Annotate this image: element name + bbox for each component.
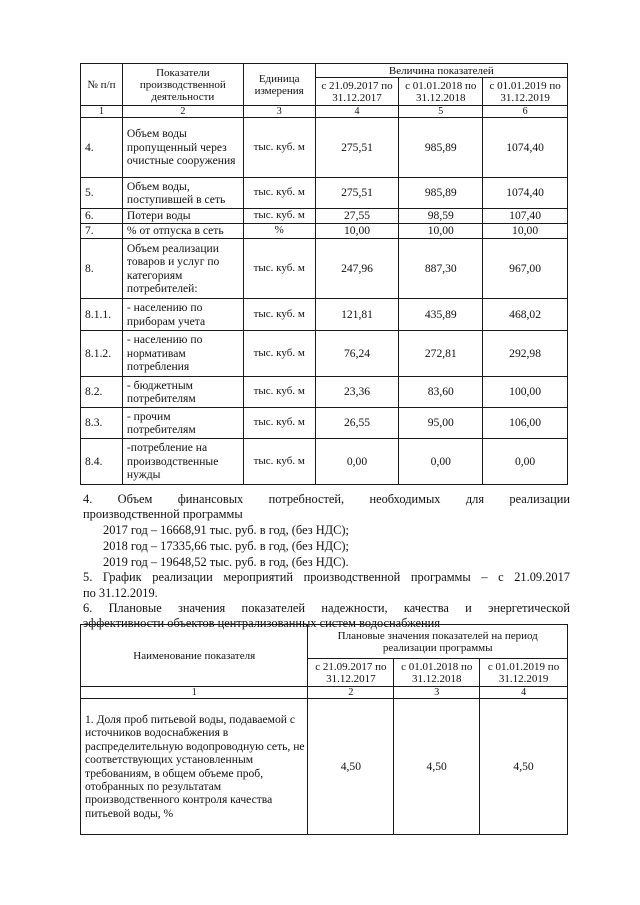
table-row: [81, 224, 568, 239]
row-name: Объем воды, поступившей в сеть: [122, 178, 243, 209]
column-number: 6: [483, 106, 568, 118]
column-number: 5: [399, 106, 483, 118]
row-name: -потребление на производственные нужды: [122, 439, 243, 485]
row-name: Объем реализации товаров и услуг по категориям потребителей:: [122, 239, 243, 299]
row-value-2019: 292,98: [483, 331, 568, 377]
table-row: [81, 299, 568, 331]
row-unit: тыс. куб. м: [243, 408, 315, 439]
row-value-2017: 26,55: [315, 408, 399, 439]
row-name: - прочим потребителям: [122, 408, 243, 439]
header-indicator-name: Наименование показателя: [81, 625, 308, 687]
row-value-2017: 275,51: [315, 178, 399, 209]
table-row: [81, 699, 568, 835]
header-period-2018: с 01.01.2018 по 31.12.2018: [399, 78, 483, 106]
row-value-2018: 83,60: [399, 377, 483, 408]
row-number: 8.3.: [81, 408, 123, 439]
row-unit: тыс. куб. м: [243, 331, 315, 377]
row-value-2019: 4,50: [480, 699, 568, 835]
row-name: % от отпуска в сеть: [122, 224, 243, 239]
row-name: - населению по нормативам потребления: [122, 331, 243, 377]
row-value-2017: 275,51: [315, 118, 399, 178]
row-number: 8.1.1.: [81, 299, 123, 331]
row-unit: тыс. куб. м: [243, 209, 315, 224]
row-value-2019: 100,00: [483, 377, 568, 408]
table-row: [81, 239, 568, 299]
column-number: 4: [315, 106, 399, 118]
row-number: 8.: [81, 239, 123, 299]
row-number: 4.: [81, 118, 123, 178]
table-row: [81, 408, 568, 439]
table1-header-row: [81, 64, 568, 78]
header-planned-values: Плановые значения показателей на период реализации программы: [308, 625, 568, 659]
row-number: 5.: [81, 178, 123, 209]
paragraph-6-line-1: 6. Плановые значения показателей надежности, качества и энергетической: [83, 601, 570, 615]
row-name: - населению по приборам учета: [122, 299, 243, 331]
row-name: 1. Доля проб питьевой воды, подаваемой с источников водоснабжения в распределительную водопроводную сеть, не соответствующих установленным требованиям, в общем объеме проб, отобранных по результатам производственного контроля качества питьевой воды, %: [81, 699, 308, 835]
header-name: Показатели производственной деятельности: [122, 64, 243, 106]
column-number: 3: [243, 106, 315, 118]
row-name: - бюджетным потребителям: [122, 377, 243, 408]
row-value-2017: 4,50: [308, 699, 394, 835]
row-value-2018: 0,00: [399, 439, 483, 485]
table-row: [81, 178, 568, 209]
row-value-2018: 887,30: [399, 239, 483, 299]
header-period-2017: с 21.09.2017 по 31.12.2017: [308, 659, 394, 687]
production-indicators-table: [80, 63, 568, 485]
row-value-2018: 95,00: [399, 408, 483, 439]
row-value-2017: 247,96: [315, 239, 399, 299]
table1-column-numbers: [81, 106, 568, 118]
row-unit: тыс. куб. м: [243, 377, 315, 408]
column-number: 3: [394, 687, 480, 699]
table2-column-numbers: [81, 687, 568, 699]
header-period-2018: с 01.01.2018 по 31.12.2018: [394, 659, 480, 687]
row-value-2018: 985,89: [399, 118, 483, 178]
row-unit: тыс. куб. м: [243, 178, 315, 209]
row-unit: тыс. куб. м: [243, 299, 315, 331]
table-row: [81, 439, 568, 485]
reliability-indicators-table: [80, 624, 568, 835]
row-number: 6.: [81, 209, 123, 224]
header-period-2017: с 21.09.2017 по 31.12.2017: [315, 78, 399, 106]
column-number: 1: [81, 687, 308, 699]
column-number: 2: [308, 687, 394, 699]
row-value-2019: 106,00: [483, 408, 568, 439]
row-unit: %: [243, 224, 315, 239]
row-unit: тыс. куб. м: [243, 118, 315, 178]
header-period-2019: с 01.01.2019 по 31.12.2019: [480, 659, 568, 687]
row-value-2017: 76,24: [315, 331, 399, 377]
table-row: [81, 118, 568, 178]
budget-2017: 2017 год – 16668,91 тыс. руб. в год, (без НДС);: [103, 523, 349, 537]
row-number: 8.1.2.: [81, 331, 123, 377]
row-value-2019: 0,00: [483, 439, 568, 485]
row-value-2017: 10,00: [315, 224, 399, 239]
header-num: № п/п: [81, 64, 123, 106]
column-number: 4: [480, 687, 568, 699]
row-number: 8.4.: [81, 439, 123, 485]
row-value-2018: 10,00: [399, 224, 483, 239]
budget-2018: 2018 год – 17335,66 тыс. руб. в год, (без НДС);: [103, 539, 349, 553]
row-value-2019: 1074,40: [483, 118, 568, 178]
row-unit: тыс. куб. м: [243, 439, 315, 485]
table2-header-row: [81, 625, 568, 659]
row-value-2017: 23,36: [315, 377, 399, 408]
row-value-2019: 468,02: [483, 299, 568, 331]
row-value-2018: 98,59: [399, 209, 483, 224]
row-name: Потери воды: [122, 209, 243, 224]
row-number: 7.: [81, 224, 123, 239]
table-row: [81, 377, 568, 408]
row-value-2019: 107,40: [483, 209, 568, 224]
header-period-2019: с 01.01.2019 по 31.12.2019: [483, 78, 568, 106]
header-values-group: Величина показателей: [315, 64, 567, 78]
row-unit: тыс. куб. м: [243, 239, 315, 299]
paragraph-5-line-2: по 31.12.2019.: [83, 586, 158, 600]
row-value-2019: 967,00: [483, 239, 568, 299]
row-number: 8.2.: [81, 377, 123, 408]
row-value-2018: 985,89: [399, 178, 483, 209]
paragraph-5-line-1: 5. График реализации мероприятий производственной программы – с 21.09.2017: [83, 570, 570, 584]
row-name: Объем воды пропущенный через очистные сооружения: [122, 118, 243, 178]
table-row: [81, 331, 568, 377]
column-number: 2: [122, 106, 243, 118]
row-value-2017: 121,81: [315, 299, 399, 331]
row-value-2017: 0,00: [315, 439, 399, 485]
row-value-2018: 4,50: [394, 699, 480, 835]
paragraph-4-line-1: 4. Объем финансовых потребностей, необходимых для реализации: [83, 492, 570, 506]
table-row: [81, 209, 568, 224]
budget-2019: 2019 год – 19648,52 тыс. руб. в год, (без НДС).: [103, 555, 349, 569]
row-value-2019: 1074,40: [483, 178, 568, 209]
paragraph-6-line-2: эффективности объектов централизованных систем водоснабжения: [83, 616, 441, 630]
header-unit: Единица измерения: [243, 64, 315, 106]
row-value-2019: 10,00: [483, 224, 568, 239]
row-value-2017: 27,55: [315, 209, 399, 224]
column-number: 1: [81, 106, 123, 118]
row-value-2018: 435,89: [399, 299, 483, 331]
row-value-2018: 272,81: [399, 331, 483, 377]
paragraph-4-line-2: производственной программы: [83, 507, 243, 521]
